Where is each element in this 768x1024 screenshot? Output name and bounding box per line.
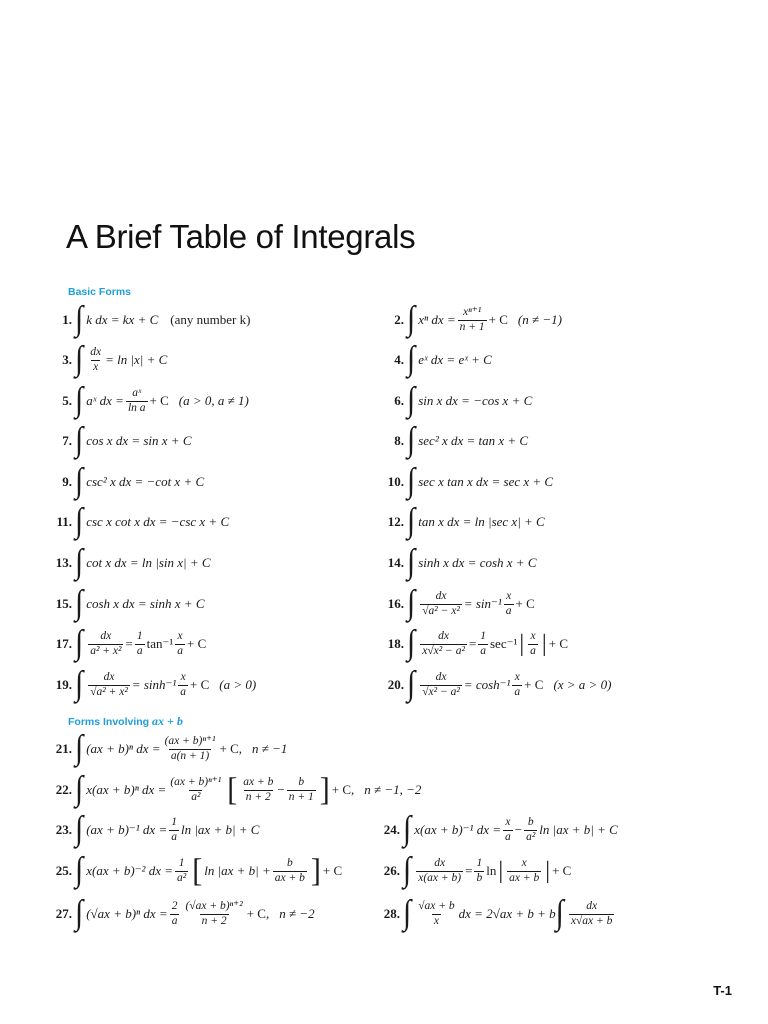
integral-sign-icon: ∫ (407, 420, 416, 459)
numerator: x (506, 590, 512, 603)
formula-number: 1. (62, 312, 72, 327)
integral-sign-icon: ∫ (75, 850, 84, 889)
integral-sign-icon: ∫ (75, 809, 84, 848)
minus-sign: − (514, 822, 523, 837)
denominator: x (93, 360, 99, 373)
integral-sign-icon: ∫ (75, 769, 84, 808)
denominator: √a² − x² (422, 604, 460, 617)
formula-number: 4. (394, 352, 404, 367)
formula-expression: sinh x dx = cosh x + C (418, 555, 537, 570)
denominator: b (476, 871, 483, 884)
formula-expression: xⁿ dx = (418, 312, 456, 327)
formula-17 (50, 623, 207, 662)
numerator: dx (435, 590, 447, 603)
fraction (507, 857, 541, 884)
formula-28 (378, 893, 616, 932)
denominator: n + 2 (201, 914, 227, 927)
formula-number: 5. (62, 393, 72, 408)
formula-expression: x(ax + b)⁻² dx = (86, 863, 173, 878)
formula-expression: cosh x dx = sinh x + C (86, 596, 205, 611)
integral-sign-icon: ∫ (75, 893, 84, 932)
integral-sign-icon: ∫ (403, 809, 412, 848)
formula-7 (50, 420, 192, 459)
formula-number: 25. (55, 863, 72, 878)
denominator: a (505, 604, 512, 617)
fraction (528, 630, 538, 657)
numerator: dx (586, 900, 598, 913)
integral-sign-icon: ∫ (407, 542, 416, 581)
fraction (420, 630, 467, 657)
formula-15 (50, 583, 205, 622)
formula-4 (382, 339, 492, 378)
formula-tail: + C (548, 636, 568, 651)
fraction (88, 630, 123, 657)
numerator: dx (103, 671, 115, 684)
numerator: aˣ (132, 387, 142, 400)
formula-condition: n ≠ −1, −2 (364, 782, 422, 797)
formula-13 (50, 542, 211, 581)
formula-expression: aˣ dx = (86, 393, 124, 408)
section-heading-linear-forms (68, 714, 183, 729)
formula-19 (50, 664, 257, 703)
formula-condition: (any number k) (170, 312, 251, 327)
fraction (416, 857, 463, 884)
fraction (273, 857, 307, 884)
formula-condition: (x > a > 0) (553, 677, 612, 692)
formula-number: 28. (383, 906, 400, 921)
left-bracket-icon: [ (227, 771, 238, 808)
fraction (88, 671, 130, 698)
formula-number: 2. (394, 312, 404, 327)
absolute-value-bar-icon: | (498, 858, 504, 884)
formula-tail: + C, (246, 906, 270, 921)
fraction (170, 900, 180, 927)
numerator: (√ax + b)ⁿ⁺² (185, 900, 243, 913)
denominator: a (171, 914, 178, 927)
denominator: a(n + 1) (170, 749, 210, 762)
formula-number: 12. (387, 514, 404, 529)
formula-number: 13. (55, 555, 72, 570)
formula-tail: dx = 2√ax + b + b (458, 906, 556, 921)
formula-24 (378, 809, 618, 848)
formula-number: 3. (62, 352, 72, 367)
fraction (416, 900, 456, 927)
integral-sign-icon: ∫ (407, 461, 416, 500)
numerator: dx (100, 630, 112, 643)
formula-26 (378, 850, 572, 889)
numerator: 1 (136, 630, 143, 643)
fraction (175, 857, 188, 884)
absolute-value-bar-icon: | (545, 858, 551, 884)
denominator: a (180, 685, 186, 698)
formula-tail: + C (322, 863, 343, 878)
integral-sign-icon: ∫ (75, 299, 84, 338)
formula-number: 18. (387, 636, 404, 651)
formula-expression: x(ax + b)⁻¹ dx = (414, 822, 501, 837)
formula-number: 11. (56, 514, 72, 529)
fraction (503, 816, 513, 843)
integral-sign-icon: ∫ (75, 420, 84, 459)
formula-22 (50, 769, 422, 808)
formula-condition: n ≠ −1 (252, 741, 288, 756)
formula-14 (382, 542, 537, 581)
formula-11 (50, 501, 230, 540)
formula-number: 27. (55, 906, 72, 921)
minus-sign: − (277, 782, 285, 797)
fraction (420, 671, 462, 698)
integral-sign-icon: ∫ (75, 501, 84, 540)
integral-sign-icon: ∫ (407, 299, 416, 338)
fraction (569, 900, 615, 927)
fraction (168, 776, 223, 803)
numerator: x (180, 671, 186, 684)
formula-expression: csc x cot x dx = −csc x + C (86, 514, 230, 529)
equals-sign: = (468, 636, 477, 651)
formula-number: 7. (62, 433, 72, 448)
formula-tail: + C, (219, 741, 242, 756)
fraction (126, 387, 148, 414)
formula-expression: (√ax + b)ⁿ dx = (86, 906, 168, 921)
page-number: T-1 (713, 983, 732, 998)
formula-tail: + C, (331, 782, 355, 797)
function-name: ln (486, 863, 497, 878)
formula-number: 6. (394, 393, 404, 408)
formula-23 (50, 809, 260, 848)
integral-sign-icon: ∫ (407, 380, 416, 419)
formula-tail: = sinh⁻¹ (131, 677, 177, 692)
formula-expression: eˣ dx = eˣ + C (418, 352, 492, 367)
left-bracket-icon: [ (192, 852, 203, 889)
fraction (512, 671, 522, 698)
formula-tail: + C (488, 312, 508, 327)
integral-sign-icon: ∫ (75, 461, 84, 500)
fraction (241, 776, 275, 803)
formula-expression: sec² x dx = tan x + C (418, 433, 529, 448)
formula-condition: (a > 0, a ≠ 1) (178, 393, 249, 408)
formula-16 (382, 583, 535, 622)
equals-sign: = (125, 636, 133, 651)
numerator: dx (438, 630, 449, 643)
formula-tail: + C (190, 677, 210, 692)
integral-sign-icon: ∫ (403, 893, 412, 932)
numerator: x (514, 671, 520, 684)
fraction (478, 630, 488, 657)
formula-27 (50, 893, 315, 932)
denominator: ln a (127, 401, 146, 414)
right-bracket-icon: ] (310, 852, 321, 889)
numerator: x (521, 857, 527, 870)
formula-8 (382, 420, 529, 459)
formula-9 (50, 461, 205, 500)
denominator: a (505, 830, 511, 843)
numerator: √ax + b (418, 900, 455, 913)
formula-number: 20. (387, 677, 404, 692)
formula-expression: cot x dx = ln |sin x| + C (86, 555, 211, 570)
function-name: ln |ax + b| + (204, 863, 271, 878)
numerator: ax + b (243, 776, 274, 789)
numerator: dx (90, 346, 102, 359)
formula-condition: n ≠ −2 (279, 906, 315, 921)
denominator: x (433, 914, 439, 927)
numerator: xⁿ⁺¹ (463, 306, 482, 319)
formula-number: 14. (387, 555, 404, 570)
numerator: 1 (476, 857, 483, 870)
formula-tail: = ln |x| + C (105, 352, 168, 367)
numerator: x (505, 816, 511, 829)
formula-2 (382, 299, 562, 338)
formula-expression: sec x tan x dx = sec x + C (418, 474, 554, 489)
integral-sign-icon: ∫ (407, 583, 416, 622)
denominator: a (514, 685, 521, 698)
fraction (178, 671, 188, 698)
fraction (183, 900, 244, 927)
numerator: b (286, 857, 293, 870)
denominator: a (480, 644, 486, 657)
function-name: sec⁻¹ (490, 636, 518, 651)
numerator: x (177, 630, 183, 643)
denominator: x√ax + b (570, 914, 613, 927)
formula-21 (50, 728, 288, 767)
fraction (135, 630, 145, 657)
integral-sign-icon: ∫ (75, 542, 84, 581)
formula-18 (382, 623, 568, 662)
formula-expression: sin x dx = −cos x + C (418, 393, 533, 408)
fraction (524, 816, 537, 843)
fraction (175, 630, 185, 657)
formula-number: 17. (55, 636, 72, 651)
denominator: a (171, 830, 177, 843)
formula-20 (382, 664, 612, 703)
formula-tail: = sin⁻¹ (463, 596, 502, 611)
numerator: b (298, 776, 305, 789)
formula-number: 19. (55, 677, 72, 692)
denominator: a² (191, 790, 201, 803)
formula-tail: = cosh⁻¹ (463, 677, 511, 692)
formula-expression: k dx = kx + C (86, 312, 159, 327)
integral-sign-icon: ∫ (407, 664, 416, 703)
function-name: tan⁻¹ (146, 636, 174, 651)
absolute-value-bar-icon: | (541, 631, 547, 657)
numerator: (ax + b)ⁿ⁺¹ (170, 776, 222, 789)
numerator: 1 (171, 816, 177, 829)
fraction (88, 346, 103, 373)
right-bracket-icon: ] (319, 771, 330, 808)
section-heading-basic-forms: Basic Forms (68, 286, 132, 298)
formula-tail: ln |ax + b| + C (180, 822, 260, 837)
denominator: a² (526, 830, 536, 843)
integral-sign-icon: ∫ (75, 623, 84, 662)
formula-3 (50, 339, 168, 378)
denominator: √x² − a² (422, 685, 460, 698)
formula-tail: + C (552, 863, 572, 878)
formula-expression: (ax + b)ⁿ dx = (86, 741, 161, 756)
formula-number: 26. (383, 863, 400, 878)
formula-6 (382, 380, 533, 419)
fraction (420, 590, 462, 617)
equals-sign: = (465, 863, 473, 878)
formula-expression: csc² x dx = −cot x + C (86, 474, 205, 489)
formula-number: 24. (383, 822, 400, 837)
section-heading-prefix: Forms Involving (68, 716, 153, 728)
integral-sign-icon: ∫ (555, 893, 564, 932)
section-heading-expression: ax + b (152, 714, 183, 728)
fraction (169, 816, 179, 843)
integral-sign-icon: ∫ (75, 380, 84, 419)
formula-number: 21. (55, 741, 72, 756)
numerator: dx (435, 671, 447, 684)
numerator: dx (434, 857, 446, 870)
numerator: 1 (178, 857, 185, 870)
formula-number: 10. (387, 474, 404, 489)
formula-1 (50, 299, 251, 338)
formula-number: 22. (55, 782, 72, 797)
fraction (163, 735, 218, 762)
fraction (287, 776, 316, 803)
formula-10 (382, 461, 554, 500)
formula-5 (50, 380, 249, 419)
formula-condition: (a > 0) (219, 677, 257, 692)
formula-12 (382, 501, 545, 540)
formula-number: 15. (55, 596, 72, 611)
formula-number: 9. (62, 474, 72, 489)
numerator: (ax + b)ⁿ⁺¹ (164, 735, 216, 748)
fraction (458, 306, 487, 333)
integral-sign-icon: ∫ (407, 623, 416, 662)
formula-number: 23. (55, 822, 72, 837)
formula-tail: + C (524, 677, 544, 692)
formula-number: 8. (394, 433, 404, 448)
formula-tail: + C (186, 636, 207, 651)
integral-sign-icon: ∫ (75, 664, 84, 703)
denominator: ax + b (274, 871, 305, 884)
denominator: a² (177, 871, 187, 884)
integral-sign-icon: ∫ (75, 728, 84, 767)
numerator: 2 (171, 900, 178, 913)
formula-tail: + C (149, 393, 169, 408)
denominator: a (136, 644, 143, 657)
fraction (504, 590, 514, 617)
denominator: a (177, 644, 183, 657)
numerator: 1 (480, 630, 486, 643)
numerator: b (527, 816, 534, 829)
integral-sign-icon: ∫ (407, 501, 416, 540)
denominator: x(ax + b) (418, 871, 462, 884)
denominator: n + 1 (288, 790, 314, 803)
integral-sign-icon: ∫ (403, 850, 412, 889)
denominator: √a² + x² (90, 685, 128, 698)
integral-sign-icon: ∫ (75, 339, 84, 378)
integral-sign-icon: ∫ (75, 583, 84, 622)
absolute-value-bar-icon: | (519, 631, 525, 657)
formula-tail: ln |ax + b| + C (539, 822, 618, 837)
numerator: x (530, 630, 536, 643)
formula-condition: (n ≠ −1) (517, 312, 562, 327)
denominator: ax + b (509, 871, 540, 884)
formula-25 (50, 850, 343, 889)
formula-tail: + C (515, 596, 535, 611)
formula-number: 16. (387, 596, 404, 611)
formula-expression: cos x dx = sin x + C (86, 433, 192, 448)
formula-expression: x(ax + b)ⁿ dx = (86, 782, 167, 797)
denominator: x√x² − a² (422, 644, 465, 657)
integral-sign-icon: ∫ (407, 339, 416, 378)
denominator: a² + x² (90, 644, 122, 657)
denominator: a (530, 644, 536, 657)
denominator: n + 2 (245, 790, 271, 803)
denominator: n + 1 (459, 320, 485, 333)
page-title: A Brief Table of Integrals (66, 218, 416, 255)
formula-expression: (ax + b)⁻¹ dx = (86, 822, 168, 837)
fraction (474, 857, 484, 884)
formula-expression: tan x dx = ln |sec x| + C (418, 514, 545, 529)
